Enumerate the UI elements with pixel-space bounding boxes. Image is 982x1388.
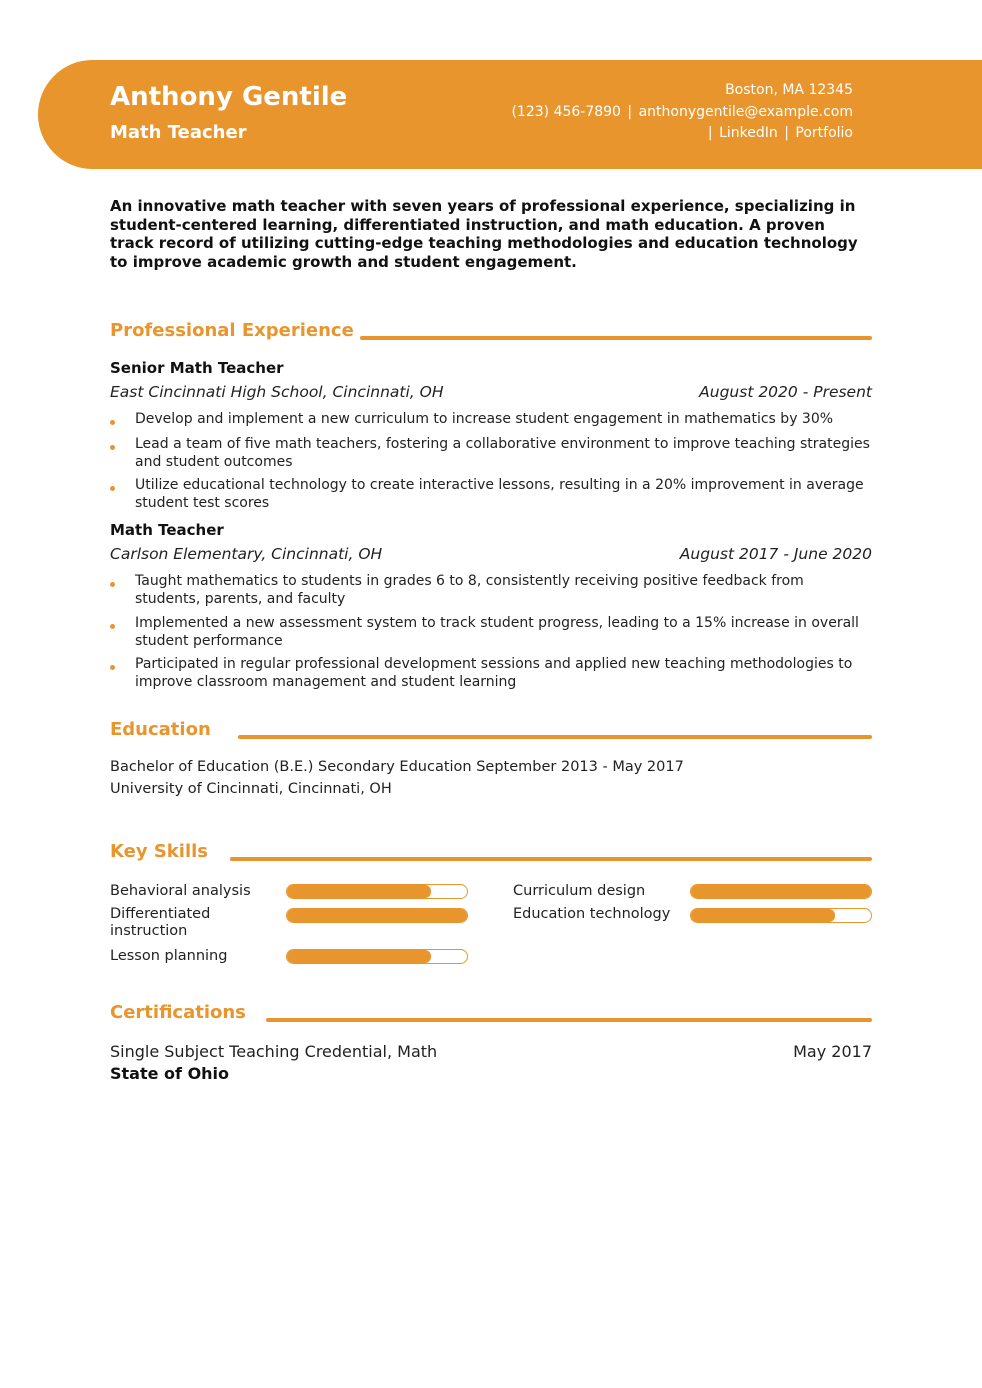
job-title: Math Teacher bbox=[110, 521, 224, 539]
skill-label: Behavioral analysis bbox=[110, 883, 251, 899]
section-rule bbox=[360, 336, 872, 340]
section-title-skills: Key Skills bbox=[110, 841, 208, 862]
links-line bbox=[511, 123, 853, 145]
skill-label: Curriculum design bbox=[513, 883, 646, 899]
skill-fill bbox=[691, 885, 871, 898]
skill-label: Lesson planning bbox=[110, 948, 228, 964]
bullet-icon bbox=[110, 624, 115, 629]
skill-bar bbox=[286, 908, 468, 923]
separator: | bbox=[784, 125, 789, 141]
skill-bar bbox=[690, 884, 872, 899]
education-degree: Bachelor of Education (B.E.) Secondary Education September 2013 - May 2017 bbox=[110, 759, 684, 775]
list-item: Participated in regular professional development sessions and applied new teaching methodologies to improve classroom management and student learning bbox=[110, 656, 872, 691]
candidate-name: Anthony Gentile bbox=[110, 82, 348, 112]
section-title-certifications: Certifications bbox=[110, 1002, 246, 1023]
skill-bar bbox=[690, 908, 872, 923]
separator: | bbox=[707, 125, 713, 141]
bullet-icon bbox=[110, 582, 115, 587]
section-rule bbox=[238, 735, 872, 739]
separator: | bbox=[627, 103, 633, 120]
section-title-experience: Professional Experience bbox=[110, 320, 354, 341]
section-rule bbox=[230, 857, 872, 861]
portfolio-link[interactable]: Portfolio bbox=[795, 125, 853, 141]
summary: An innovative math teacher with seven years of professional experience, specializing in student-centered learning, differentiated instruction, and math education. A proven track record of utilizing cutting-edge teaching methodologies and education technology to improve academic growth and student engagement. bbox=[110, 197, 858, 271]
bullet-icon bbox=[110, 445, 115, 450]
email-link[interactable]: anthonygentile@example.com bbox=[638, 103, 853, 120]
bullet-icon bbox=[110, 486, 115, 491]
skill-label: Differentiated instruction bbox=[110, 906, 211, 939]
certification-date: May 2017 bbox=[793, 1042, 872, 1061]
job-org: Carlson Elementary, Cincinnati, OH bbox=[110, 545, 383, 563]
section-title-education: Education bbox=[110, 719, 211, 740]
bullet-icon bbox=[110, 665, 115, 670]
candidate-role: Math Teacher bbox=[110, 122, 247, 143]
skill-label: Education technology bbox=[513, 906, 671, 922]
job-dates: August 2020 - Present bbox=[699, 383, 872, 401]
skill-fill bbox=[287, 909, 467, 922]
education-school: University of Cincinnati, Cincinnati, OH bbox=[110, 781, 392, 797]
phone: (123) 456-7890 bbox=[511, 103, 621, 120]
list-item: Lead a team of five math teachers, fostering a collaborative environment to improve teaching strategies and student outcomes bbox=[110, 436, 872, 471]
job-title: Senior Math Teacher bbox=[110, 359, 284, 377]
skill-fill bbox=[287, 950, 431, 963]
job-org: East Cincinnati High School, Cincinnati, OH bbox=[110, 383, 444, 401]
skill-bar bbox=[286, 884, 468, 899]
list-item: Utilize educational technology to create interactive lessons, resulting in a 20% improvement in average student test scores bbox=[110, 477, 872, 512]
location: Boston, MA 12345 bbox=[725, 82, 853, 98]
list-item: Develop and implement a new curriculum to increase student engagement in mathematics by 30% bbox=[110, 411, 872, 429]
header-band bbox=[38, 60, 982, 169]
certification-name: Single Subject Teaching Credential, Math bbox=[110, 1042, 438, 1061]
linkedin-link[interactable]: LinkedIn bbox=[719, 125, 778, 141]
skill-bar bbox=[286, 949, 468, 964]
list-item: Implemented a new assessment system to track student progress, leading to a 15% increase in overall student performance bbox=[110, 615, 872, 650]
job-dates: August 2017 - June 2020 bbox=[679, 545, 872, 563]
section-rule bbox=[266, 1018, 872, 1022]
contact-line bbox=[511, 102, 853, 124]
bullet-icon bbox=[110, 420, 115, 425]
contact-block bbox=[511, 80, 853, 145]
certification-org: State of Ohio bbox=[110, 1064, 230, 1083]
skill-fill bbox=[287, 885, 431, 898]
list-item: Taught mathematics to students in grades 6 to 8, consistently receiving positive feedback from students, parents, and faculty bbox=[110, 573, 872, 608]
skill-fill bbox=[691, 909, 835, 922]
